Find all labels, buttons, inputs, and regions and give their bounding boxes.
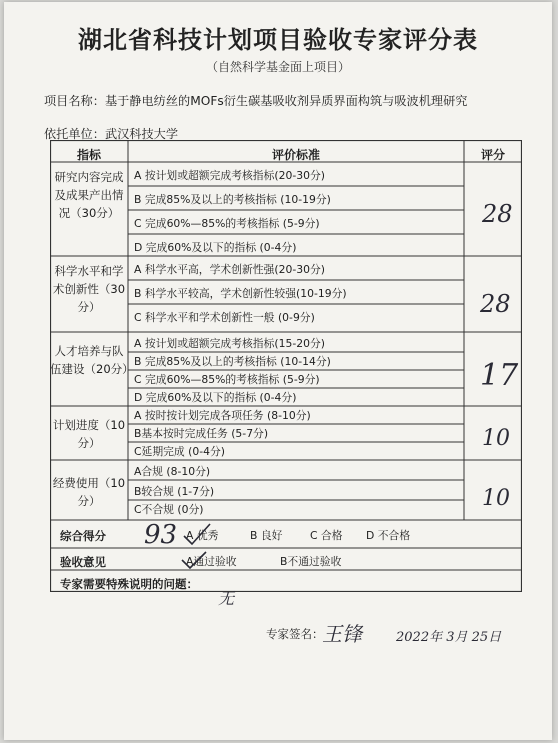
sign-date: 2022年 3月 25日 xyxy=(396,630,502,645)
indicator-2: 科学水平和学术创新性（30分） xyxy=(52,264,126,314)
option-3a: A 按计划或超额完成考核指标(15-20分) xyxy=(134,337,325,350)
grade-d: D 不合格 xyxy=(366,529,411,542)
score-1: 28 xyxy=(482,200,513,228)
option-3b: B 完成85%及以上的考核指标 (10-14分) xyxy=(134,355,331,368)
grade-b: B 良好 xyxy=(250,529,283,542)
option-5a: A合规 (8-10分) xyxy=(134,465,211,478)
project-line xyxy=(44,92,467,109)
option-2a: A 科学水平高，学术创新性强(20-30分) xyxy=(134,263,325,276)
option-3d: D 完成60%及以下的指标 (0-4分) xyxy=(134,391,297,404)
option-4c: C延期完成 (0-4分) xyxy=(134,445,226,458)
header-criteria: 评价标准 xyxy=(271,148,320,162)
option-2c: C 科学水平和学术创新性一般 (0-9分) xyxy=(134,311,315,324)
option-5c: C不合规 (0分) xyxy=(134,503,204,516)
score-3: 17 xyxy=(480,358,519,393)
grade-a: A 优秀 xyxy=(186,529,219,542)
signature-label: 专家签名： xyxy=(266,627,324,641)
grade-c: C 合格 xyxy=(310,529,343,542)
option-1d: D 完成60%及以下的指标 (0-4分) xyxy=(134,241,297,254)
option-3c: C 完成60%—85%的考核指标 (5-9分) xyxy=(134,373,320,386)
signature: 王锋 xyxy=(322,622,362,646)
option-2b: B 科学水平较高，学术创新性较强(10-19分) xyxy=(134,287,347,300)
opinion-fail: B不通过验收 xyxy=(280,555,342,568)
project-label: 项目名称： xyxy=(44,94,105,108)
opinion-label: 验收意见 xyxy=(60,555,106,569)
special-note-value: 无 xyxy=(218,589,235,608)
header-score: 评分 xyxy=(480,148,505,162)
header-indicator: 指标 xyxy=(76,148,101,162)
opinion-pass: A通过验收 xyxy=(186,555,237,568)
option-5b: B较合规 (1-7分) xyxy=(134,485,215,498)
option-4b: B基本按时完成任务 (5-7分) xyxy=(134,427,269,440)
overall-score: 93 xyxy=(144,520,178,550)
score-5: 10 xyxy=(482,486,510,511)
option-1b: B 完成85%及以上的考核指标 (10-19分) xyxy=(134,193,331,206)
score-2: 28 xyxy=(480,290,511,318)
indicator-3: 人才培养与队伍建设（20分） xyxy=(50,344,134,376)
special-note-label: 专家需要特殊说明的问题： xyxy=(60,577,198,591)
unit-label: 依托单位： xyxy=(44,127,105,141)
score-4: 10 xyxy=(482,426,510,451)
overall-label: 综合得分 xyxy=(60,529,106,543)
indicator-4: 计划进度（10分） xyxy=(52,418,126,450)
option-4a: A 按时按计划完成各项任务 (8-10分) xyxy=(134,409,311,422)
indicator-5: 经费使用（10分） xyxy=(52,476,126,508)
page-subtitle: （自然科学基金面上项目） xyxy=(205,60,350,74)
option-1c: C 完成60%—85%的考核指标 (5-9分) xyxy=(134,217,320,230)
unit-name: 武汉科技大学 xyxy=(104,127,179,141)
score-sheet xyxy=(4,2,552,740)
project-name: 基于静电纺丝的MOFs衍生碳基吸收剂异质界面构筑与吸波机理研究 xyxy=(104,94,468,108)
page-title: 湖北省科技计划项目验收专家评分表 xyxy=(78,26,478,54)
check-marks xyxy=(180,522,220,572)
option-1a: A 按计划或超额完成考核指标(20-30分) xyxy=(134,169,325,182)
indicator-1: 研究内容完成及成果产出情况（30分） xyxy=(54,170,124,220)
